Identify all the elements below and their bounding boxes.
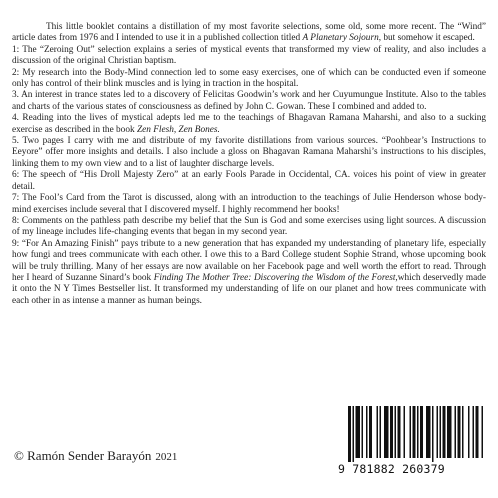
item-1: 1: The “Zeroing Out” selection explains a series of mystical events that transformed my view of reality, and also includes a discussion of the original Christian baptism. xyxy=(12,44,486,67)
intro-text: This little booklet contains a distillation of my most favorite selections, some old, some more recent. The “Wind” article dates from 1976 and I intended to use it in a published collection titled xyxy=(12,22,486,44)
barcode-bar xyxy=(473,406,475,458)
item-4 xyxy=(12,113,486,136)
barcode-bar xyxy=(353,406,355,462)
barcode-bar xyxy=(440,406,442,458)
barcode-bar xyxy=(395,406,397,458)
barcode-bars xyxy=(338,406,486,462)
barcode-bar xyxy=(443,406,446,458)
item-9-text: 9: “For An Amazing Finish” pays tribute to a new generation that has expanded my understanding of planetary life, especially how fungi and trees communicate with each other. I owe this to a Bard College student Sophie Strand, whose upcoming book will be truly thrilling. Many of her essays are now available on her Facebook page and well worth the effort to read. Through her I heard of Suzanne Sinard’s book xyxy=(12,238,486,283)
barcode-bar xyxy=(348,406,351,462)
barcode-bar xyxy=(380,406,382,458)
isbn-number: 9 781882 260379 xyxy=(338,462,445,476)
barcode-bar xyxy=(447,406,452,458)
barcode-bar xyxy=(366,406,368,458)
barcode-bar xyxy=(356,406,361,458)
item-9-book-title: Finding The Mother Tree: Discovering the Wisdom of the Forest, xyxy=(153,272,398,283)
barcode-bar xyxy=(432,406,434,462)
item-6: 6: The speech of “His Droll Majesty Zero” at an early Fools Parade in Occidental, CA. voices his point of view in greater detail. xyxy=(12,170,486,192)
barcode-bar xyxy=(455,406,457,458)
barcode-bar xyxy=(377,406,379,458)
barcode-bar xyxy=(404,406,406,458)
item-9 xyxy=(12,239,486,307)
intro-paragraph xyxy=(12,22,486,45)
item-9-text-end: which deservedly made it onto the N Y Times Bestseller list. It transformed my understanding of life on our planet and how trees communicate with each other in as intense a manner as human beings. xyxy=(12,272,486,306)
barcode-bar xyxy=(437,406,439,458)
barcode-bar xyxy=(413,406,416,458)
intro-book-title: A Planetary Sojourn xyxy=(302,33,379,44)
barcode-bar xyxy=(410,406,412,458)
barcode-bar xyxy=(426,406,431,458)
barcode-bar xyxy=(462,406,464,458)
item-4-text: 4. Reading into the lives of mystical adepts led me to the teachings of Bhagavan Ramana Maharshi, and also to a sucking exercise as described in the book xyxy=(12,113,486,135)
barcode-bar xyxy=(390,406,393,458)
copyright-holder: © Ramón Sender Barayón xyxy=(14,448,152,463)
item-7: 7: The Fool’s Card from the Tarot is discussed, along with an introduction to the teachings of Julie Henderson whose body-mind exercises include several that I discovered myself. I highly recommend her books! xyxy=(12,193,486,215)
barcode-bar xyxy=(482,406,484,458)
isbn-barcode xyxy=(338,406,486,478)
item-4-book-title: Zen Flesh, Zen Bones. xyxy=(136,124,220,135)
barcode-bar xyxy=(420,406,423,458)
barcode-bar xyxy=(417,406,419,458)
barcode-bar xyxy=(384,406,389,458)
item-2: 2: My research into the Body-Mind connection led to some easy exercises, one of which can be conducted even if someone only has control of their blink muscles and is lying in traction in the hospital. xyxy=(12,67,486,90)
copyright-line xyxy=(14,448,177,464)
barcode-bar xyxy=(362,406,364,458)
barcode-bar xyxy=(398,406,401,458)
barcode-bar xyxy=(468,406,470,458)
booklet-description xyxy=(12,22,486,307)
barcode-bar xyxy=(458,406,461,458)
copyright-year: 2021 xyxy=(155,451,178,463)
barcode-bar xyxy=(369,406,372,458)
item-8: 8: Comments on the pathless path describe my belief that the Sun is God and some exercises using light sources. A discussion of my lineage includes life-changing events that began in my second year. xyxy=(12,215,486,238)
barcode-bar xyxy=(476,406,479,458)
item-5: 5. Two pages I carry with me and distribute of my favorite distillations from various sources. “Poohbear’s Instructions to Eeyore” offer more insights and details. I also include a gloss on Bhagavan Ramana Maharshi’s instructions to his disciples, linking them to my own view and to a list of laughter discharge levels. xyxy=(12,136,486,169)
intro-text-end: , but somehow it escaped. xyxy=(378,33,475,44)
item-3: 3. An interest in trance states led to a discovery of Felicitas Goodwin’s work and her Cuyumungue Institute. Also to the tables and charts of the various states of consciousness as defined by John C. Gowan. These I combined and added to. xyxy=(12,90,486,112)
